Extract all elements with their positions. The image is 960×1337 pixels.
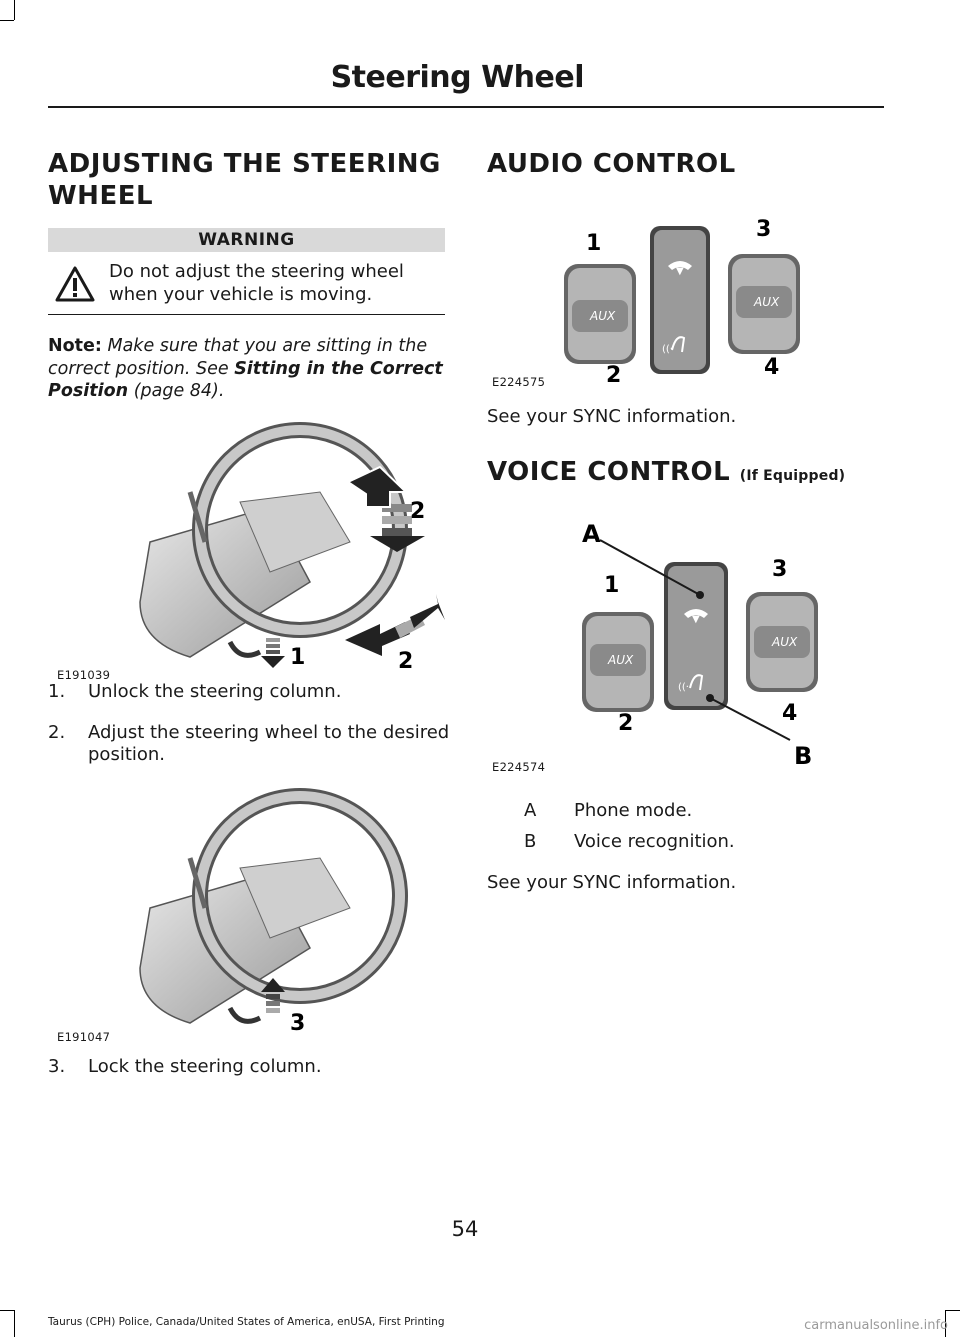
step-item (48, 681, 448, 705)
note-page-ref: (page 84). (133, 381, 225, 401)
legend-value: Voice recognition. (574, 831, 735, 852)
svg-text:((·: ((· (662, 344, 673, 355)
step-text: Lock the steering column. (88, 1056, 322, 1077)
step-number: 1. (48, 681, 66, 702)
heading-line: WHEEL (48, 181, 154, 211)
footer-text: Taurus (CPH) Police, Canada/United States of America, enUSA, First Printing (48, 1316, 445, 1328)
legend-key: B (524, 831, 537, 852)
note-cross-reference[interactable]: Sitting in the Correct Position (48, 358, 443, 401)
step-item (48, 1056, 448, 1080)
callout-label: 2 (606, 363, 622, 384)
step-item (48, 722, 448, 770)
audio-control-buttons-illustration (550, 212, 850, 384)
watermark: carmanualsonline.info (804, 1318, 948, 1333)
callout-label: 2 (410, 499, 426, 524)
section-heading-adjusting (48, 148, 441, 212)
aux-label: AUX (772, 635, 798, 649)
heading-text: VOICE CONTROL (487, 457, 731, 487)
crop-mark (0, 20, 14, 21)
svg-text:▼: ▼ (692, 614, 700, 625)
figure-code: E191039 (57, 668, 111, 682)
note-paragraph (48, 335, 448, 403)
crop-mark (945, 1310, 960, 1311)
aux-label: AUX (754, 295, 780, 309)
figure-code: E191047 (57, 1030, 111, 1044)
header-divider (48, 106, 884, 108)
section-heading-voice (487, 456, 845, 492)
callout-label: 1 (586, 231, 602, 256)
aux-left-button-icon (582, 612, 654, 712)
crop-mark (14, 1310, 15, 1337)
callout-label: B (794, 742, 813, 770)
legend-key: A (524, 800, 537, 821)
step-number: 2. (48, 722, 66, 743)
warning-label: WARNING (48, 228, 445, 252)
audio-body-text: See your SYNC information. (487, 406, 737, 427)
step-text: Adjust the steering wheel to the desired (88, 722, 450, 743)
aux-right-button-icon (746, 592, 818, 692)
callout-label: 3 (772, 557, 788, 582)
legend-value: Phone mode. (574, 800, 693, 821)
callout-label: 1 (290, 645, 306, 668)
phone-voice-rocker-icon (650, 226, 710, 374)
phone-voice-rocker-icon (664, 562, 728, 710)
callout-label: A (582, 520, 601, 548)
warning-divider (48, 314, 445, 315)
aux-label: AUX (590, 309, 616, 323)
note-text: Make sure that you are sitting in the correct position. See (48, 336, 428, 379)
steering-column-unlock-illustration (120, 412, 450, 668)
legend-row (524, 800, 824, 824)
heading-line: ADJUSTING THE STEERING (48, 149, 441, 179)
warning-triangle-icon (55, 266, 95, 302)
step-number: 3. (48, 1056, 66, 1077)
voice-control-buttons-illustration (560, 520, 860, 770)
callout-label: 3 (290, 1011, 306, 1034)
note-label: Note: (48, 336, 102, 356)
warning-text: Do not adjust the steering wheel when your vehicle is moving. (109, 261, 404, 305)
aux-left-button-icon (564, 264, 636, 364)
page-number: 54 (451, 1217, 479, 1241)
voice-body-text: See your SYNC information. (487, 872, 737, 893)
crop-mark (0, 1310, 14, 1311)
step-text: Unlock the steering column. (88, 681, 342, 702)
svg-text:((·: ((· (678, 682, 689, 693)
lever-down-arrow-icon (261, 638, 285, 668)
step-text: position. (88, 744, 166, 765)
aux-label: AUX (608, 653, 634, 667)
figure-code: E224575 (492, 375, 546, 389)
callout-label: 1 (604, 573, 620, 598)
callout-label: 4 (782, 701, 798, 726)
steering-column-lock-illustration (120, 778, 450, 1034)
svg-text:▼: ▼ (676, 266, 684, 277)
section-heading-audio: AUDIO CONTROL (487, 149, 736, 179)
page-title: Steering Wheel (330, 60, 584, 95)
callout-label: 4 (764, 355, 780, 380)
callout-label: 2 (618, 711, 634, 736)
legend-row (524, 831, 824, 855)
callout-label: 2 (398, 649, 414, 668)
callout-label: 3 (756, 217, 772, 242)
aux-right-button-icon (728, 254, 800, 354)
figure-code: E224574 (492, 760, 546, 774)
crop-mark (14, 0, 15, 20)
heading-qualifier: (If Equipped) (739, 468, 846, 484)
